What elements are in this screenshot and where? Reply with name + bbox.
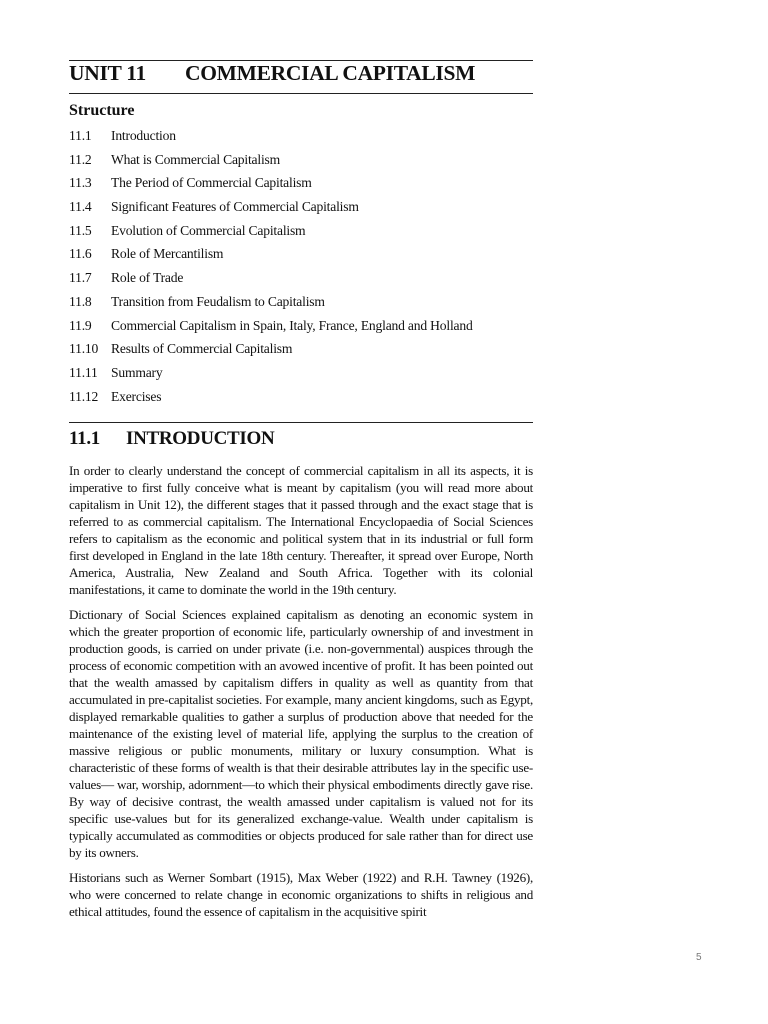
structure-item-label: What is Commercial Capitalism xyxy=(111,151,280,167)
structure-item xyxy=(69,387,473,411)
unit-number: UNIT 11 xyxy=(69,61,146,85)
title-rule xyxy=(69,93,533,94)
structure-item xyxy=(69,292,473,316)
unit-title xyxy=(69,61,533,86)
structure-item-label: Introduction xyxy=(111,128,176,143)
structure-item-number: 11.6 xyxy=(69,246,92,262)
structure-item-number: 11.8 xyxy=(69,293,92,309)
structure-item xyxy=(69,221,473,245)
structure-item-label: Significant Features of Commercial Capitalism xyxy=(111,199,359,215)
structure-item xyxy=(69,197,473,221)
structure-item-label: Commercial Capitalism in Spain, Italy, France, England and Holland xyxy=(111,317,473,333)
structure-item-number: 11.1 xyxy=(69,128,92,143)
unit-title-text: COMMERCIAL CAPITALISM xyxy=(185,61,476,85)
structure-item-label: The Period of Commercial Capitalism xyxy=(111,175,312,191)
structure-item-label: Summary xyxy=(111,364,163,380)
page-number: 5 xyxy=(696,952,702,963)
structure-item-label: Transition from Feudalism to Capitalism xyxy=(111,293,325,309)
structure-item xyxy=(69,316,473,340)
structure-item-number: 11.3 xyxy=(69,175,92,191)
structure-list xyxy=(69,126,473,410)
structure-item-number: 11.7 xyxy=(69,270,92,286)
structure-item-number: 11.4 xyxy=(69,199,92,215)
structure-item-number: 11.2 xyxy=(69,151,92,167)
structure-item-number: 11.9 xyxy=(69,317,92,333)
body-paragraph: In order to clearly understand the concept of commercial capitalism in all its aspects, it is imperative to first fully conceive what is meant by capitalism (you will read more about capitalism in Unit 12), the different stages that it passed through and the exact stage that is referred to as commercial capitalism. The International Encyclopaedia of Social Sciences refers to capitalism as the economic and political system that in its industrial or full form first developed in England in the late 18th century. Thereafter, it spread over Europe, North America, Australia, New Zealand and South Africa. Together with its colonial manifestations, it came to dominate the world in the 19th century. xyxy=(69,463,533,597)
structure-item xyxy=(69,173,473,197)
structure-item xyxy=(69,268,473,292)
section-heading xyxy=(69,428,274,450)
structure-item xyxy=(69,339,473,363)
structure-item-label: Exercises xyxy=(111,388,162,404)
section-number: 11.1 xyxy=(69,428,101,449)
structure-heading: Structure xyxy=(69,102,135,119)
structure-item xyxy=(69,150,473,174)
structure-item-label: Evolution of Commercial Capitalism xyxy=(111,222,306,238)
body-paragraph: Dictionary of Social Sciences explained capitalism as denoting an economic system in which the greater proportion of economic life, particularly ownership of and investment in production goods, is carried on under private (i.e. non-governmental) auspices through the process of economic competition with an avowed incentive of profit. It has been pointed out that the wealth amassed by capitalism differs in quality as well as quantity from that accumulated in pre-capitalist societies. For example, many ancient kingdoms, such as Egypt, displayed remarkable qualities to gather a surplus of production above that needed for the maintenance of the existing level of material life, applying the surplus to the creation of massive religious or public monuments, military or luxury consumption. What is characteristic of these forms of wealth is that their desirable attributes lay in the specific use-values— war, worship, adornment—to which their physical embodiments directly gave rise. By way of decisive contrast, the wealth amassed under capitalism is valued not for its specific use-values but for its generalized exchange-value. Wealth under capitalism is typically accumulated as commodities or objects produced for sale rather than for direct use by its owners. xyxy=(69,607,533,860)
structure-item xyxy=(69,363,473,387)
section-title: INTRODUCTION xyxy=(126,428,275,449)
structure-item xyxy=(69,126,473,150)
structure-item-label: Results of Commercial Capitalism xyxy=(111,341,293,357)
body-paragraph: Historians such as Werner Sombart (1915), Max Weber (1922) and R.H. Tawney (1926), who were concerned to relate change in economic organizations to shifts in religious and ethical attitudes, found the essence of capitalism in the acquisitive spirit xyxy=(69,870,533,919)
structure-item-label: Role of Mercantilism xyxy=(111,246,224,262)
structure-item-label: Role of Trade xyxy=(111,270,184,286)
section-rule xyxy=(69,422,533,423)
structure-item-number: 11.5 xyxy=(69,222,92,238)
section-body xyxy=(69,462,533,928)
structure-item xyxy=(69,244,473,268)
structure-item-number: 11.11 xyxy=(69,364,98,380)
structure-item-number: 11.12 xyxy=(69,388,99,404)
structure-item-number: 11.10 xyxy=(69,341,99,357)
